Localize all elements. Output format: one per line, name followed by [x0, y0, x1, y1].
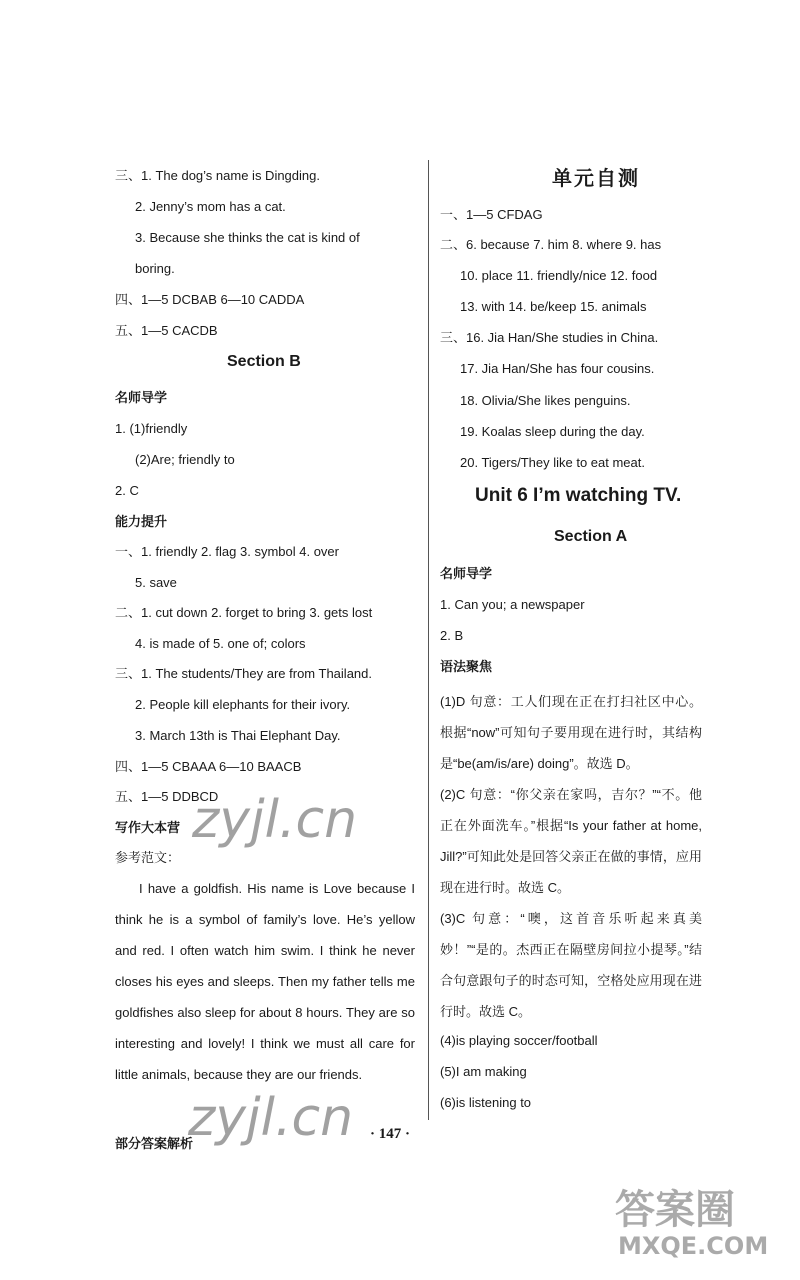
answer-line: 二、6. because 7. him 8. where 9. has — [440, 237, 662, 252]
answer-line: 五、1—5 CACDB — [115, 323, 218, 338]
answer-line: 三、1. The dog’s name is Dingding. — [115, 168, 320, 183]
answer-line: 4. is made of 5. one of; colors — [135, 636, 306, 651]
answer-line: (5)I am making — [440, 1064, 527, 1079]
sample-label: 参考范文： — [115, 850, 181, 865]
section-b-heading: Section B — [227, 353, 301, 370]
watermark: zyjl.cn — [192, 790, 358, 850]
answer-line: 17. Jia Han/She has four cousins. — [460, 361, 655, 376]
answer-line: 一、1—5 CFDAG — [440, 207, 543, 222]
footer-label: 部分答案解析 — [115, 1136, 194, 1151]
answer-line: 3. Because she thinks the cat is kind of — [135, 230, 360, 245]
answer-line: 一、1. friendly 2. flag 3. symbol 4. over — [115, 544, 339, 559]
column-divider — [428, 160, 429, 1120]
answer-line: 1. (1)friendly — [115, 421, 188, 436]
subheading-mingshi: 名师导学 — [115, 390, 168, 405]
answer-line: (6)is listening to — [440, 1095, 532, 1110]
subheading-nengli: 能力提升 — [115, 514, 168, 529]
unit-test-heading: 单元自测 — [552, 166, 640, 190]
answer-line: 2. People kill elephants for their ivory. — [135, 697, 351, 712]
unit-heading: Unit 6 I’m watching TV. — [475, 485, 682, 506]
answer-line: 五、1—5 DDBCD — [115, 789, 219, 804]
answer-line: 10. place 11. friendly/nice 12. food — [460, 268, 658, 283]
answer-line: 四、1—5 CBAAA 6—10 BAACB — [115, 759, 302, 774]
page-number: · 147 · — [370, 1126, 411, 1142]
answer-line: (4)is playing soccer/football — [440, 1033, 598, 1048]
explanation-paragraph: (3)C 句意：“噢，这首音乐听起来真美妙！”“是的。杰西正在隔壁房间拉小提琴。”结合句意跟句子的时态可知，空格处应用现在进行时。故选 C。 — [440, 911, 702, 1019]
answer-line: 18. Olivia/She likes penguins. — [460, 393, 631, 408]
subheading-yufa: 语法聚焦 — [440, 659, 493, 674]
answer-line: 1. Can you; a newspaper — [440, 597, 585, 612]
subheading-mingshi: 名师导学 — [440, 566, 493, 581]
sample-essay: I have a goldfish. His name is Love because I think he is a symbol of family’s love. He’s yellow and red. I often watch him swim. I think he never closes his eyes and sleeps. Then my father tells me goldfishes also sleep for about 8 hours. They are so interesting and lovely! I think we must all care for little animals, because they are our friends. — [115, 881, 415, 1082]
answer-line: boring. — [135, 261, 175, 276]
section-a-heading: Section A — [554, 528, 628, 545]
watermark-logo: MXQE.COM — [618, 1232, 769, 1260]
answer-line: (2)Are; friendly to — [135, 452, 235, 467]
answer-line: 20. Tigers/They like to eat meat. — [460, 455, 645, 470]
answer-line: 四、1—5 DCBAB 6—10 CADDA — [115, 292, 305, 307]
watermark-logo: 答案圈 — [615, 1187, 735, 1233]
answer-line: 2. B — [440, 628, 464, 643]
explanation-paragraph: (1)D 句意：工人们现在正在打扫社区中心。根据“now”可知句子要用现在进行时，其结构是“be(am/is/are) doing”。故选 D。 — [440, 694, 702, 771]
answer-line: 三、1. The students/They are from Thailand. — [115, 666, 372, 681]
answer-line: 19. Koalas sleep during the day. — [460, 424, 645, 439]
watermark: zyjl.cn — [188, 1088, 354, 1148]
answer-line: 2. Jenny’s mom has a cat. — [135, 199, 286, 214]
answer-line: 5. save — [135, 575, 177, 590]
subheading-xiezuo: 写作大本营 — [115, 820, 181, 835]
answer-line: 3. March 13th is Thai Elephant Day. — [135, 728, 341, 743]
answer-line: 二、1. cut down 2. forget to bring 3. gets lost — [115, 605, 373, 620]
answer-line: 13. with 14. be/keep 15. animals — [460, 299, 647, 314]
answer-line: 三、16. Jia Han/She studies in China. — [440, 330, 659, 345]
answer-line: 2. C — [115, 483, 139, 498]
explanation-paragraph: (2)C 句意：“你父亲在家吗，吉尔？”“不。他正在外面洗车。”根据“Is your father at home, Jill?”可知此处是回答父亲正在做的事情，应用现在进行时。故选 C。 — [440, 787, 702, 895]
